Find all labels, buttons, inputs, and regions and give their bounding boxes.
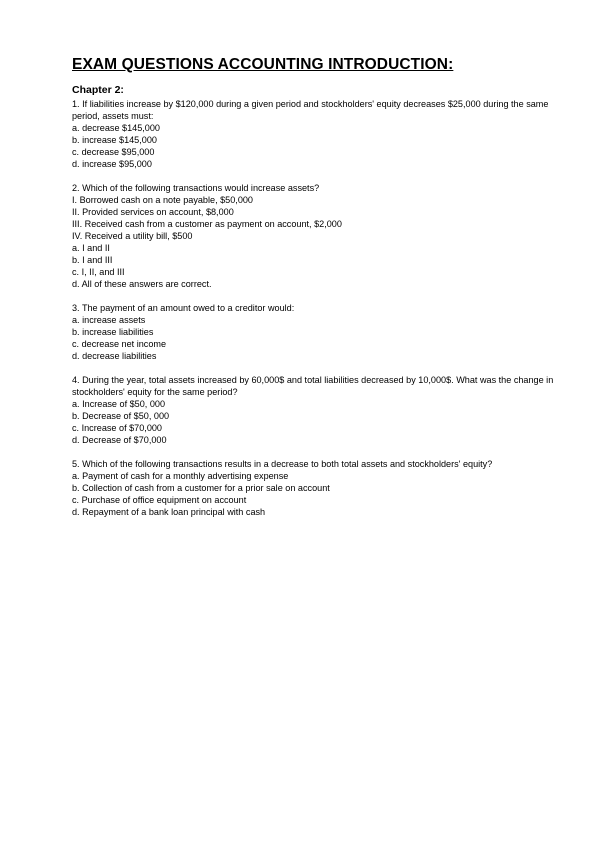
answer-option: c. Increase of $70,000 (72, 423, 162, 433)
question-text: 2. Which of the following transactions would increase assets? (72, 183, 320, 193)
answer-option: a. decrease $145,000 (72, 123, 160, 133)
answer-option: b. increase liabilities (72, 327, 154, 337)
question-text: 1. If liabilities increase by $120,000 during a given period and stockholders' equity decreases $25,000 during the same period, assets must: (72, 99, 549, 121)
question-3 (72, 302, 560, 362)
transaction-item: IV. Received a utility bill, $500 (72, 231, 193, 241)
document-title: EXAM QUESTIONS ACCOUNTING INTRODUCTION: (72, 56, 454, 73)
answer-option: a. Increase of $50, 000 (72, 399, 166, 409)
chapter-heading: Chapter 2: (72, 84, 124, 96)
question-text: 5. Which of the following transactions results in a decrease to both total assets and stockholders' equity? (72, 459, 493, 469)
answer-option: a. I and II (72, 243, 110, 253)
question-1 (72, 98, 560, 170)
answer-option: d. decrease liabilities (72, 351, 157, 361)
document-page (72, 56, 560, 530)
answer-option: b. Decrease of $50, 000 (72, 411, 170, 421)
answer-option: c. I, II, and III (72, 267, 125, 277)
answer-option: c. decrease $95,000 (72, 147, 155, 157)
question-text: 4. During the year, total assets increased by 60,000$ and total liabilities decreased by 10,000$. What was the change in stockholders' equity for the same period? (72, 375, 554, 397)
answer-option: b. I and III (72, 255, 113, 265)
question-2 (72, 182, 560, 290)
transaction-item: I. Borrowed cash on a note payable, $50,000 (72, 195, 253, 205)
question-4 (72, 374, 560, 446)
answer-option: a. increase assets (72, 315, 146, 325)
question-text: 3. The payment of an amount owed to a creditor would: (72, 303, 295, 313)
transaction-item: II. Provided services on account, $8,000 (72, 207, 234, 217)
transaction-item: III. Received cash from a customer as payment on account, $2,000 (72, 219, 342, 229)
answer-option: d. Repayment of a bank loan principal with cash (72, 507, 266, 517)
question-5 (72, 458, 560, 518)
answer-option: b. Collection of cash from a customer for a prior sale on account (72, 483, 330, 493)
answer-option: c. Purchase of office equipment on account (72, 495, 247, 505)
answer-option: d. Decrease of $70,000 (72, 435, 167, 445)
answer-option: d. All of these answers are correct. (72, 279, 212, 289)
answer-option: b. increase $145,000 (72, 135, 157, 145)
answer-option: d. increase $95,000 (72, 159, 152, 169)
answer-option: a. Payment of cash for a monthly advertising expense (72, 471, 289, 481)
answer-option: c. decrease net income (72, 339, 167, 349)
